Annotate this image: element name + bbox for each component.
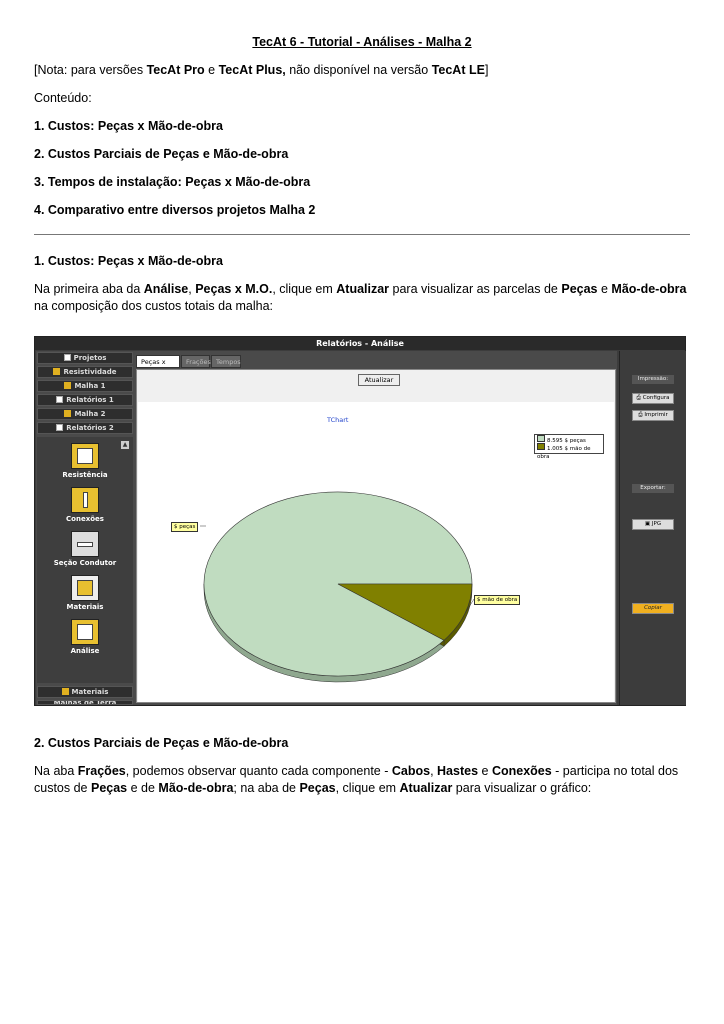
main-panel xyxy=(134,351,617,705)
toc-item-4[interactable]: 4. Comparativo entre diversos projetos Malha 2 xyxy=(34,203,316,217)
chart-title: TChart xyxy=(327,416,349,424)
page-title: TecAt 6 - Tutorial - Análises - Malha 2 xyxy=(252,35,472,49)
version-note: [Nota: para versões TecAt Pro e TecAt Plus, não disponível na versão TecAt LE] xyxy=(34,63,489,77)
tool-conexoes[interactable]: Conexões xyxy=(37,487,133,523)
resistivity-icon xyxy=(53,368,60,375)
analysis-icon xyxy=(71,619,99,645)
legend-item-pecas: 8.595 $ peças xyxy=(535,435,603,443)
legend-item-mao-de-obra: 1.005 $ mão de obra xyxy=(535,443,603,451)
update-button[interactable]: Atualizar xyxy=(358,374,400,386)
tab-tempos[interactable]: Tempos xyxy=(211,355,241,368)
jpg-button[interactable]: ▣ JPG xyxy=(632,519,674,530)
divider xyxy=(34,234,690,235)
tool-resistencia[interactable]: Resistência xyxy=(37,443,133,479)
sidebar xyxy=(36,351,134,705)
section2-heading: 2. Custos Parciais de Peças e Mão-de-obra xyxy=(34,736,289,750)
printer-icon: ⎙ xyxy=(638,412,645,418)
configure-button[interactable]: ⎙ Configura xyxy=(632,393,674,404)
copy-button[interactable]: Copiar xyxy=(632,603,674,614)
tool-analise[interactable]: Análise xyxy=(37,619,133,655)
document-icon xyxy=(56,396,63,403)
conductor-section-icon xyxy=(71,531,99,557)
tab-pecas-x-mo[interactable]: Peças x xyxy=(136,355,180,368)
section1-heading: 1. Custos: Peças x Mão-de-obra xyxy=(34,254,223,268)
data-label-mao-de-obra: $ mão de obra xyxy=(474,595,520,605)
sidebar-item-relatorios-1[interactable]: Relatórios 1 xyxy=(37,394,133,406)
toc-item-3[interactable]: 3. Tempos de instalação: Peças x Mão-de-obra xyxy=(34,175,311,189)
tools-panel xyxy=(37,437,133,683)
materials-icon xyxy=(71,575,99,601)
sidebar-item-materiais[interactable]: Materiais xyxy=(37,686,133,698)
right-panel xyxy=(619,351,686,705)
chart-area xyxy=(138,402,614,702)
toc-item-1[interactable]: 1. Custos: Peças x Mão-de-obra xyxy=(34,119,223,133)
document-icon xyxy=(56,424,63,431)
toc-item-2[interactable]: 2. Custos Parciais de Peças e Mão-de-obra xyxy=(34,147,289,161)
tool-secao-condutor[interactable]: Seção Condutor xyxy=(37,531,133,567)
section1-paragraph: Na primeira aba da Análise, Peças x M.O., clique em Atualizar para visualizar as parcelas de Peças e Mão-de-obra na composição dos custos totais da malha: xyxy=(34,282,687,313)
grid-icon xyxy=(64,410,71,417)
materials-icon xyxy=(62,688,69,695)
data-label-pecas: $ peças xyxy=(171,522,198,532)
export-label: Exportar: xyxy=(632,484,674,493)
sidebar-item-projetos[interactable]: Projetos xyxy=(37,352,133,364)
tool-materiais[interactable]: Materiais xyxy=(37,575,133,611)
sidebar-item-malhas-de-terra[interactable]: Malhas de Terra xyxy=(37,700,133,705)
window-title: Relatórios - Análise xyxy=(35,337,685,350)
sidebar-item-relatorios-2[interactable]: Relatórios 2 xyxy=(37,422,133,434)
tab-fracoes[interactable]: Frações xyxy=(181,355,210,368)
analysis-window xyxy=(34,336,686,706)
sidebar-item-malha-1[interactable]: Malha 1 xyxy=(37,380,133,392)
connections-icon xyxy=(71,487,99,513)
image-icon: ▣ xyxy=(644,521,652,527)
sidebar-item-malha-2[interactable]: Malha 2 xyxy=(37,408,133,420)
print-button[interactable]: ⎙ Imprimir xyxy=(632,410,674,421)
tab-content xyxy=(136,369,616,703)
resistance-icon xyxy=(71,443,99,469)
scroll-up-icon[interactable]: ▲ xyxy=(122,441,128,448)
grid-icon xyxy=(64,382,71,389)
sidebar-item-resistividade[interactable]: Resistividade xyxy=(37,366,133,378)
printer-icon: ⎙ xyxy=(636,395,643,401)
print-label: Impressão: xyxy=(632,375,674,384)
document-icon xyxy=(64,354,71,361)
section2-paragraph: Na aba Frações, podemos observar quanto cada componente - Cabos, Hastes e Conexões - participa no total dos custos de Peças e de Mão-de-obra; na aba de Peças, clique em Atualizar para visualizar o gráfico: xyxy=(34,764,679,795)
contents-label: Conteúdo: xyxy=(34,91,92,105)
pie-chart xyxy=(138,402,614,702)
